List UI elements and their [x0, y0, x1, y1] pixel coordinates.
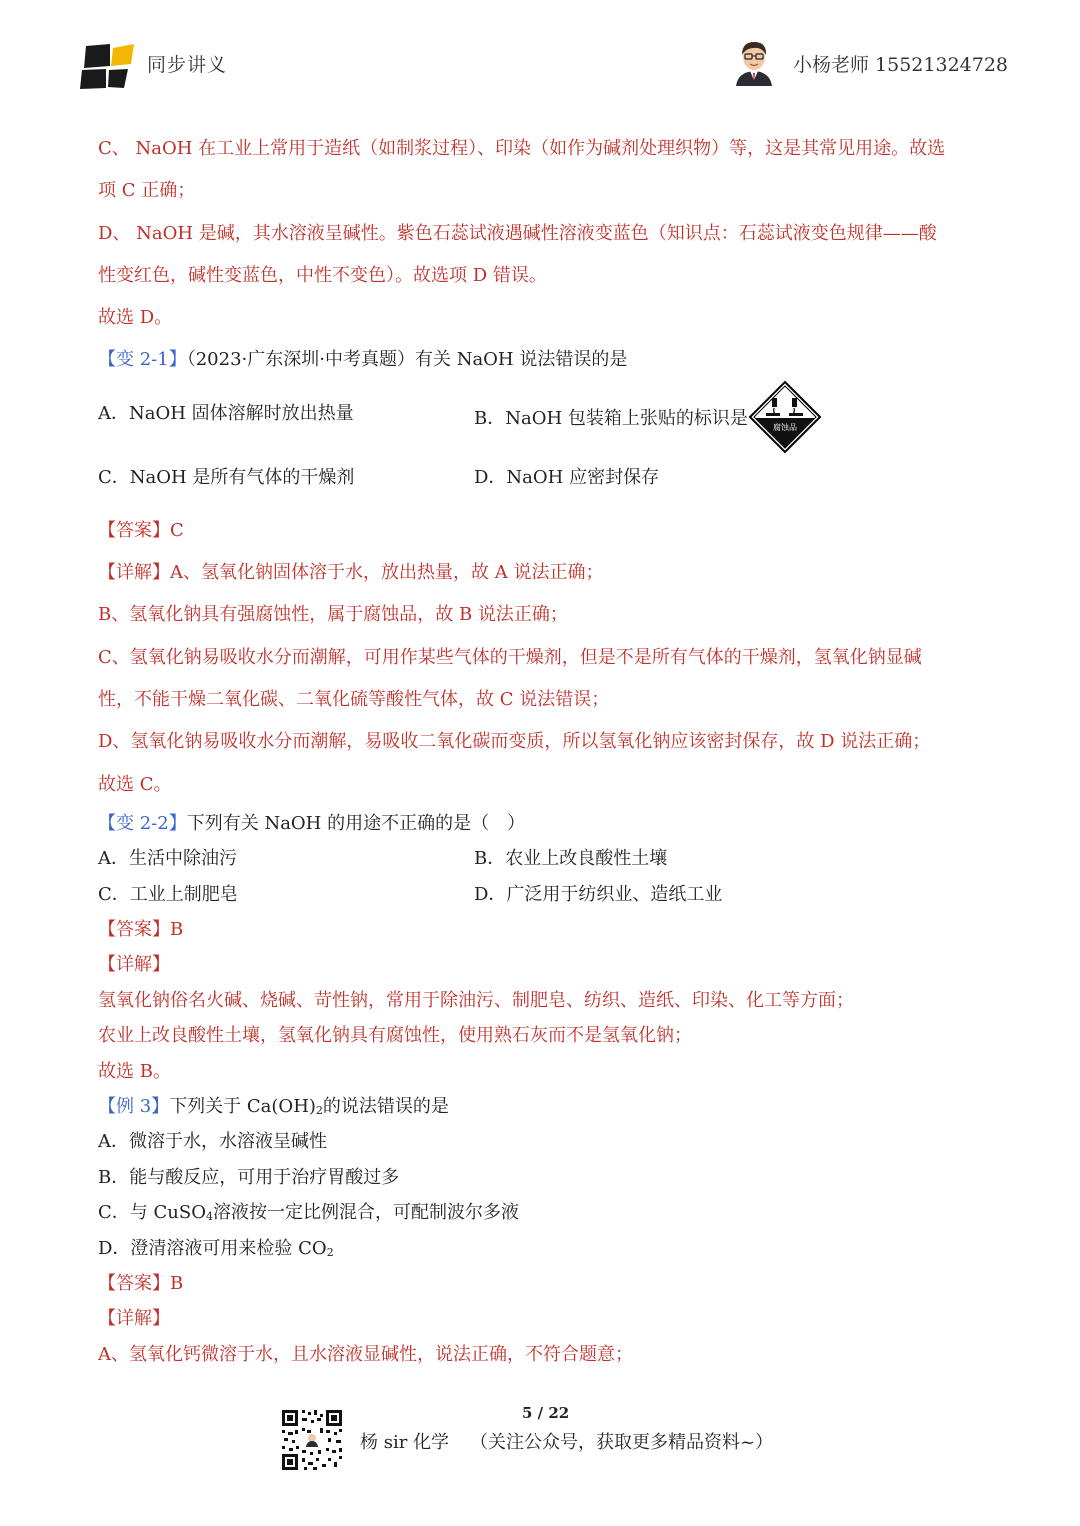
detail-line	[98, 552, 988, 594]
option-d	[98, 1231, 988, 1266]
option-c: C．工业上制肥皂	[98, 883, 238, 905]
answer-value: C	[170, 519, 184, 541]
text-line: 故选 D。	[98, 307, 173, 329]
option-a: A．微溶于水，水溶液呈碱性	[98, 1131, 327, 1153]
text-line: 性变红色，碱性变蓝色，中性不变色）。故选项 D 错误。	[98, 264, 547, 286]
option-a: A．NaOH 固体溶解时放出热量	[98, 402, 354, 424]
footer-note: （关注公众号，获取更多精品资料~）	[470, 1432, 774, 1453]
option-c-post: 溶液按一定比例混合，可配制波尔多液	[212, 1202, 519, 1224]
question-tag: 【变 2-1】	[98, 349, 187, 371]
detail-line: C、氢氧化钠易吸收水分而潮解，可用作某些气体的干燥剂，但是不是所有气体的干燥剂，氢氧化钠显碱	[98, 646, 922, 668]
option-c	[98, 1195, 988, 1230]
detail-tag: 【详解】	[98, 954, 170, 976]
detail-tag: 【详解】	[98, 1308, 170, 1330]
question-text-post: 的说法错误的是	[322, 1095, 449, 1117]
options-row	[98, 841, 988, 876]
corrosive-label-icon	[748, 380, 822, 454]
question-tag: 【变 2-2】	[98, 812, 187, 834]
option-d-pre: D．澄清溶液可用来检验 CO	[98, 1237, 327, 1259]
detail-line: 性，不能干燥二氧化碳、二氧化硫等酸性气体，故 C 说法错误；	[98, 688, 610, 710]
subscript: 4	[205, 1210, 213, 1224]
corrosive-label-text: 腐蚀品	[772, 422, 797, 432]
detail-line: 故选 C。	[98, 773, 172, 795]
detail-line: A、氢氧化钙微溶于水，且水溶液显碱性，说法正确，不符合题意；	[98, 1343, 633, 1365]
detail-line: B、氢氧化钠具有强腐蚀性，属于腐蚀品，故 B 说法正确；	[98, 604, 568, 626]
detail-text: A、氢氧化钠固体溶于水，放出热量，故 A 说法正确；	[170, 562, 604, 584]
footer-brand: 杨 sir 化学	[360, 1432, 450, 1453]
detail-line: D、氢氧化钠易吸收水分而潮解，易吸收二氧化碳而变质，所以氢氧化钠应该密封保存，故 D 说法正确；	[98, 731, 931, 753]
option-b: B．能与酸反应，可用于治疗胃酸过多	[98, 1166, 400, 1188]
option-c-pre: C．与 CuSO	[98, 1202, 206, 1224]
options-row	[98, 877, 988, 912]
page-header	[0, 0, 1080, 110]
answer-line	[98, 510, 988, 552]
example-3-stem	[98, 1089, 988, 1124]
header-title: 同步讲义	[147, 54, 228, 76]
page-footer	[0, 1400, 1080, 1520]
logo-icon	[80, 42, 136, 90]
subscript: 2	[315, 1103, 323, 1117]
detail-line: 农业上改良酸性土壤，氢氧化钠具有腐蚀性，使用熟石灰而不是氢氧化钠；	[98, 1025, 692, 1047]
question-tag: 【例 3】	[98, 1095, 170, 1117]
question-text: 下列有关 NaOH 的用途不正确的是（ ）	[186, 812, 526, 834]
text-line: 项 C 正确；	[98, 180, 196, 202]
option-d: D．广泛用于纺织业、造纸工业	[474, 883, 723, 905]
question-2-2-stem	[98, 806, 988, 841]
text-line: C、 NaOH 在工业上常用于造纸（如制浆过程）、印染（如作为碱剂处理织物）等，这是其常见用途。故选	[98, 138, 946, 159]
qr-code-icon[interactable]	[280, 1408, 344, 1472]
option-a: A．生活中除油污	[98, 848, 237, 870]
teacher-info: 小杨老师 15521324728	[793, 54, 1009, 76]
text-line: D、 NaOH 是碱，其水溶液呈碱性。紫色石蕊试液遇碱性溶液变蓝色（知识点：石蕊试液变色规律——酸	[98, 222, 937, 244]
option-c: C．NaOH 是所有气体的干燥剂	[98, 466, 355, 488]
answer-value: B	[170, 919, 184, 941]
page-content	[98, 128, 988, 1372]
answer-line	[98, 912, 988, 947]
detail-line: 氢氧化钠俗名火碱、烧碱、苛性钠，常用于除油污、制肥皂、纺织、造纸、印染、化工等方面；	[98, 989, 854, 1011]
question-text-pre: 下列关于 Ca(OH)	[169, 1095, 316, 1117]
options-row	[98, 446, 988, 510]
options-row	[98, 382, 988, 446]
answer-line	[98, 1266, 988, 1301]
question-text: （2023·广东深圳·中考真题）有关 NaOH 说法错误的是	[186, 349, 628, 371]
teacher-avatar-icon	[732, 38, 776, 86]
answer-tag: 【答案】	[98, 519, 170, 541]
detail-line: 故选 B。	[98, 1060, 171, 1082]
option-d: D．NaOH 应密封保存	[474, 466, 660, 488]
option-b: B．农业上改良酸性土壤	[474, 848, 668, 870]
answer-value: B	[170, 1272, 184, 1294]
option-b-text: B．NaOH 包装箱上张贴的标识是	[474, 407, 748, 429]
answer-tag: 【答案】	[98, 1272, 170, 1294]
question-2-1-stem	[98, 339, 988, 381]
detail-tag: 【详解】	[98, 562, 170, 584]
page-number: 5 / 22	[522, 1404, 570, 1422]
answer-tag: 【答案】	[98, 919, 170, 941]
option-b	[474, 382, 988, 446]
subscript: 2	[326, 1245, 334, 1259]
